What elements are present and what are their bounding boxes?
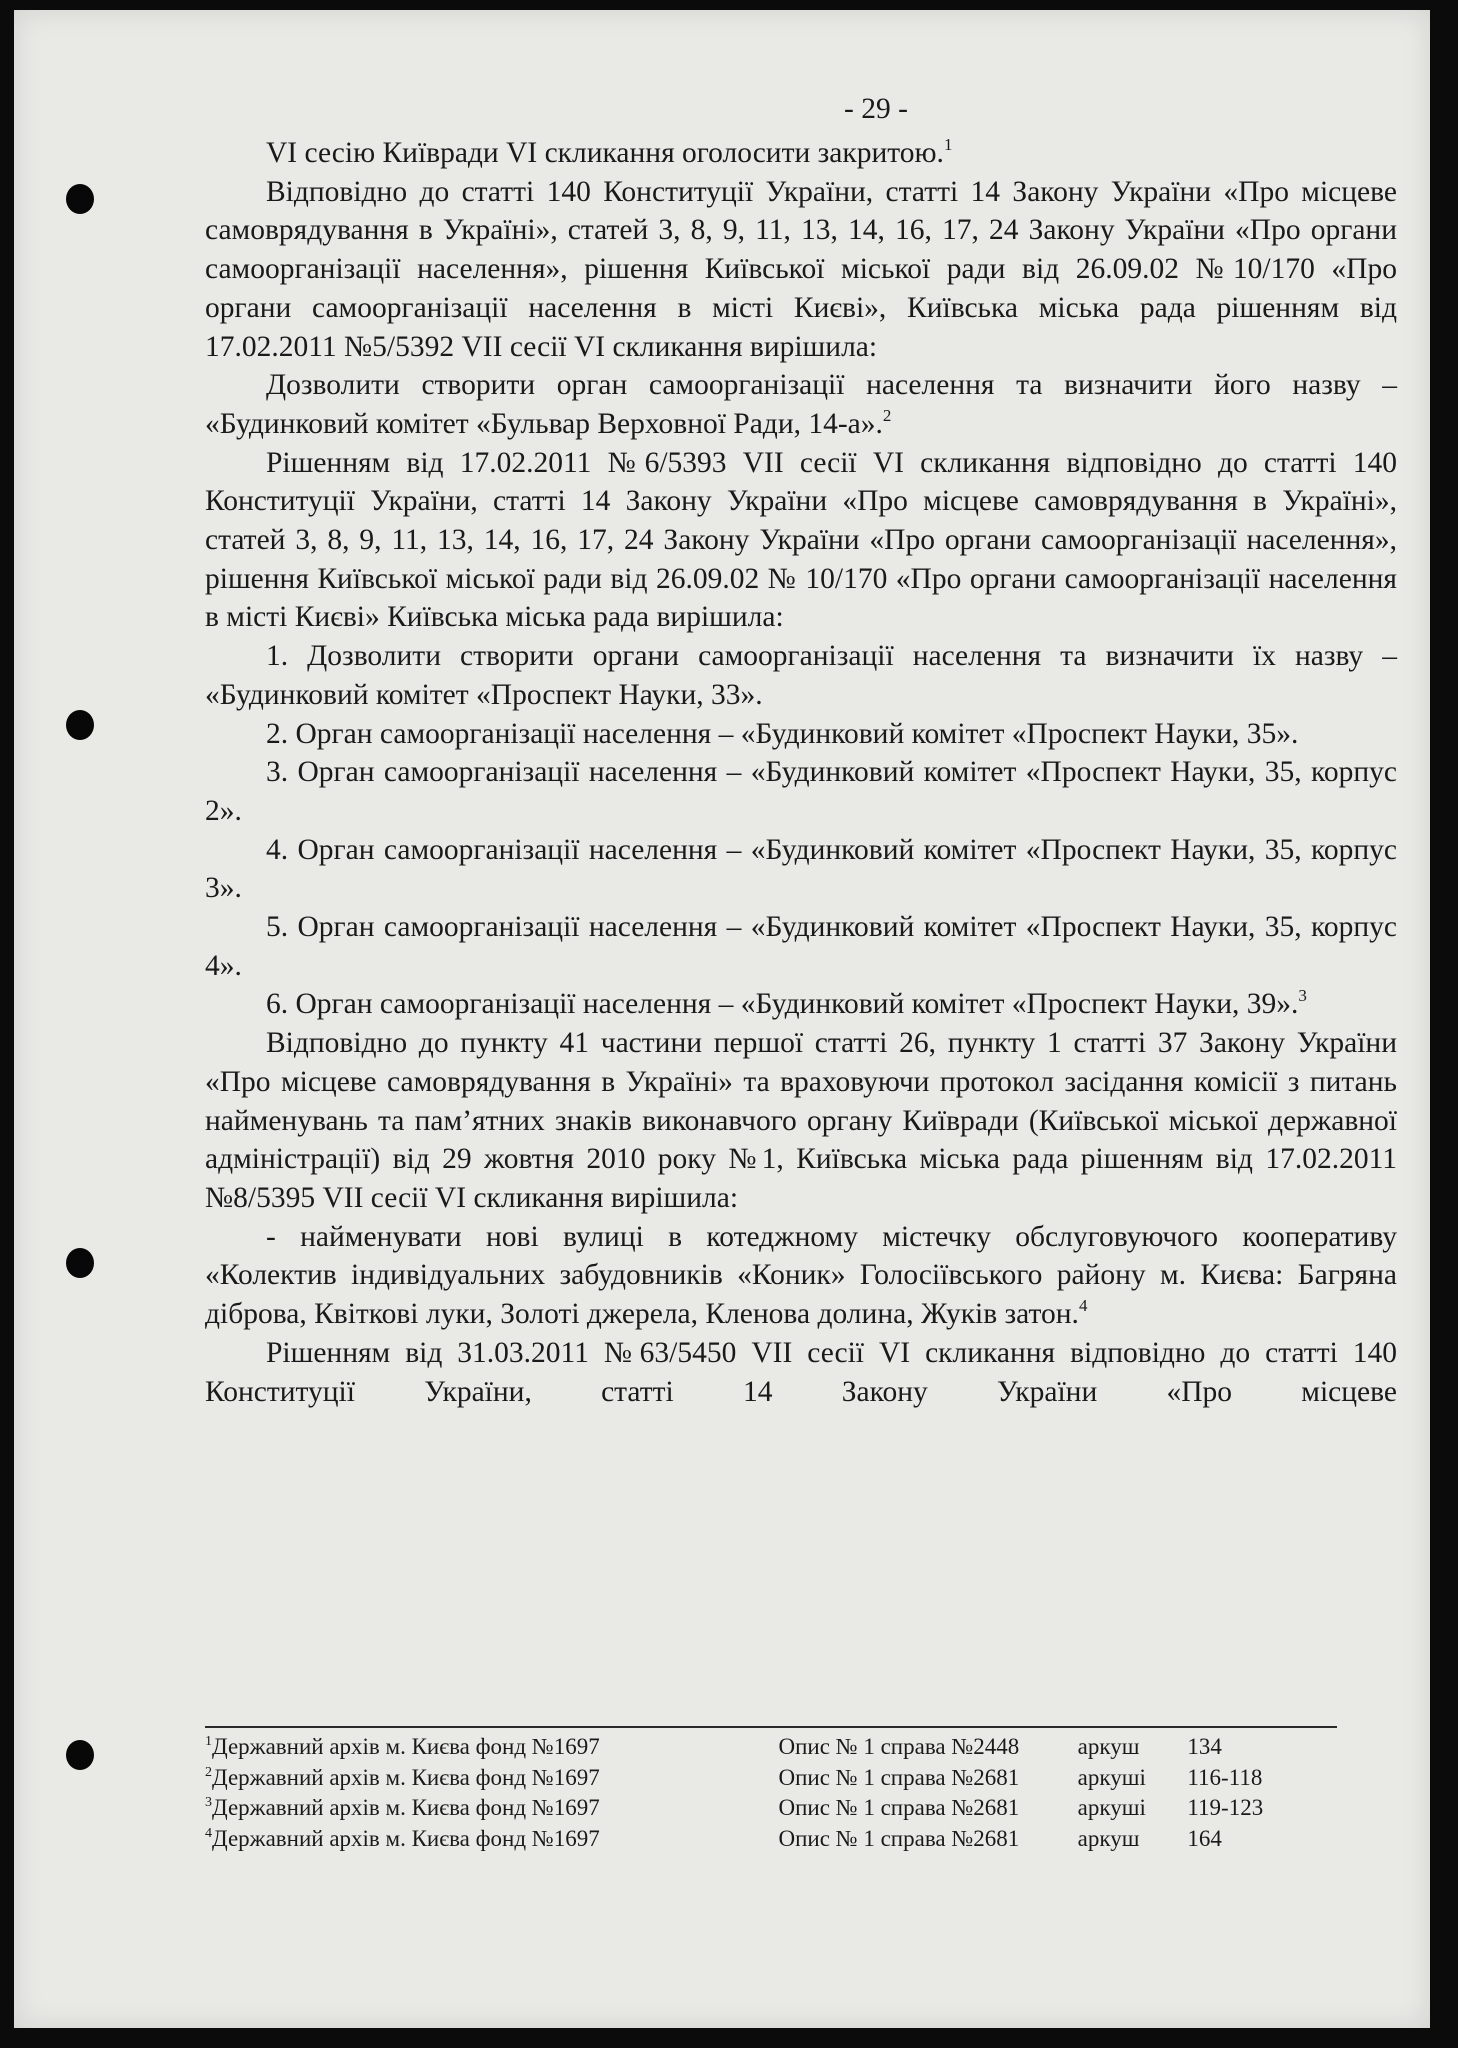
paragraph	[205, 173, 1397, 367]
punch-hole	[66, 1248, 94, 1278]
footnote-row	[205, 1763, 1337, 1794]
footnote-ark-label: аркуш	[1077, 1825, 1140, 1851]
paragraph-text: Відповідно до статті 140 Конституції України, статті 14 Закону України «Про місцеве самоврядування в Україні», статей 3, 8, 9, 11, 13, 14, 16, 17, 24 Закону України «Про органи самоорганізації населення», рішення Київської міської ради від 26.09.02 №10/170 «Про органи самоорганізації населення в місті Києві», Київська міська рада рішенням від 17.02.2011 №5/5392 VII сесії VI скликання вирішила:	[205, 175, 1397, 363]
paragraph	[205, 444, 1397, 638]
footnote-row	[205, 1793, 1337, 1824]
list-item	[205, 831, 1397, 908]
footnote-row	[205, 1824, 1337, 1855]
footnote-source	[205, 1732, 778, 1763]
footnote-opys: Опис № 1 справа №2681	[778, 1795, 1020, 1820]
footnote-pages: 119-123	[1187, 1795, 1264, 1820]
paragraph-text: Відповідно до пункту 41 частини першої статті 26, пункту 1 статті 37 Закону України «Про місцеве самоврядування в Україні» та враховуючи протокол засідання комісії з питань найменувань та пам’ятних знаків виконавчого органу Київради (Київської міської державної адміністрації) від 29 жовтня 2010 року №1, Київська міська рада рішенням від 17.02.2011 №8/5395 VII сесії VI скликання вирішила:	[205, 1027, 1397, 1214]
footnote-source-text: Державний архів м. Києва фонд №1697	[212, 1795, 600, 1820]
paragraph-text: Рішенням від 31.03.2011 №63/5450 VII сесії VI скликання відповідно до статті 140 Конституції України, статті 14 Закону України «Про місцеве	[205, 1336, 1397, 1408]
list-item	[205, 753, 1397, 830]
footnote-number: 4	[205, 1825, 212, 1841]
paragraph	[205, 134, 1397, 173]
document-body	[205, 90, 1397, 1411]
footnote-source	[205, 1793, 778, 1824]
footnote-number: 2	[205, 1764, 212, 1780]
paragraph-text: Дозволити створити орган самоорганізації населення та визначити його назву – «Будинковий комітет «Бульвар Верховної Ради, 14-а».	[205, 369, 1397, 440]
footnote-ark-label: аркуші	[1077, 1764, 1146, 1790]
footnote-number: 1	[205, 1734, 212, 1749]
footnote-pages: 134	[1187, 1734, 1222, 1759]
footnote-opys: Опис № 1 справа №2681	[778, 1825, 1020, 1851]
footnote-source-text: Державний архів м. Києва фонд №1697	[212, 1734, 600, 1759]
footnote-source	[205, 1824, 778, 1855]
footnote-pages: 164	[1187, 1825, 1222, 1851]
footnote-row	[205, 1732, 1337, 1763]
list-item	[205, 985, 1397, 1024]
footnote-opys: Опис № 1 справа №2448	[778, 1734, 1020, 1759]
paragraph-text: Рішенням від 17.02.2011 №6/5393 VII сесії VI скликання відповідно до статті 140 Конституції України, статті 14 Закону України «Про місцеве самоврядування в Україні», статей 3, 8, 9, 11, 13, 14, 16, 17, 24 Закону України «Про органи самоорганізації населення», рішення Київської міської ради від 26.09.02 № 10/170 «Про органи самоорганізації населення в місті Києві» Київська міська рада вирішила:	[205, 446, 1397, 634]
footnote-ref: 3	[1298, 986, 1307, 1006]
punch-hole	[66, 1740, 94, 1770]
paragraph-text: 5. Орган самоорганізації населення – «Будинковий комітет «Проспект Науки, 35, корпус 4».	[205, 911, 1397, 982]
list-item	[205, 908, 1397, 985]
footnote-ark-label: аркуш	[1077, 1734, 1140, 1759]
footnote-ref: 4	[1078, 1296, 1088, 1316]
paragraph	[205, 366, 1397, 443]
punch-hole	[66, 710, 94, 740]
paragraph-text: 2. Орган самоорганізації населення – «Будинковий комітет «Проспект Науки, 35».	[266, 717, 1299, 750]
paragraph-text: 3. Орган самоорганізації населення – «Будинковий комітет «Проспект Науки, 35, корпус 2».	[205, 756, 1397, 827]
footnote-pages: 116-118	[1187, 1764, 1263, 1790]
footnote-ref: 1	[943, 135, 953, 154]
paragraph-text: VI сесію Київради VI скликання оголосити закритою.	[266, 137, 944, 169]
paragraph	[205, 1218, 1397, 1334]
list-item	[205, 637, 1397, 714]
page-number: - 29 -	[844, 93, 908, 125]
punch-hole	[66, 184, 94, 214]
paragraph-text: 1. Дозволити створити органи самоорганізації населення та визначити їх назву – «Будинковий комітет «Проспект Науки, 33».	[205, 640, 1397, 711]
footnote-ark-label: аркуші	[1077, 1795, 1146, 1820]
footnote-source-text: Державний архів м. Києва фонд №1697	[212, 1764, 600, 1790]
footnote-number: 3	[205, 1795, 212, 1810]
paragraph-text: 4. Орган самоорганізації населення – «Будинковий комітет «Проспект Науки, 35, корпус 3».	[205, 833, 1397, 905]
footnote-opys: Опис № 1 справа №2681	[778, 1764, 1020, 1790]
footnotes	[205, 1726, 1337, 1854]
paragraph	[205, 1334, 1397, 1411]
paragraph-text: - найменувати нові вулиці в котеджному містечку обслуговуючого кооперативу «Колектив індивідуальних забудовників «Коник» Голосіївського району м. Києва: Багряна діброва, Квіткові луки, Золоті джерела, Кленова долина, Жуків затон.	[205, 1220, 1397, 1331]
footnote-ref: 2	[882, 405, 892, 425]
footnote-source	[205, 1763, 778, 1794]
list-item	[205, 715, 1397, 754]
footnote-source-text: Державний архів м. Києва фонд №1697	[212, 1825, 600, 1851]
paragraph-text: 6. Орган самоорганізації населення – «Будинковий комітет «Проспект Науки, 39».	[266, 988, 1299, 1021]
paragraph	[205, 1024, 1397, 1218]
